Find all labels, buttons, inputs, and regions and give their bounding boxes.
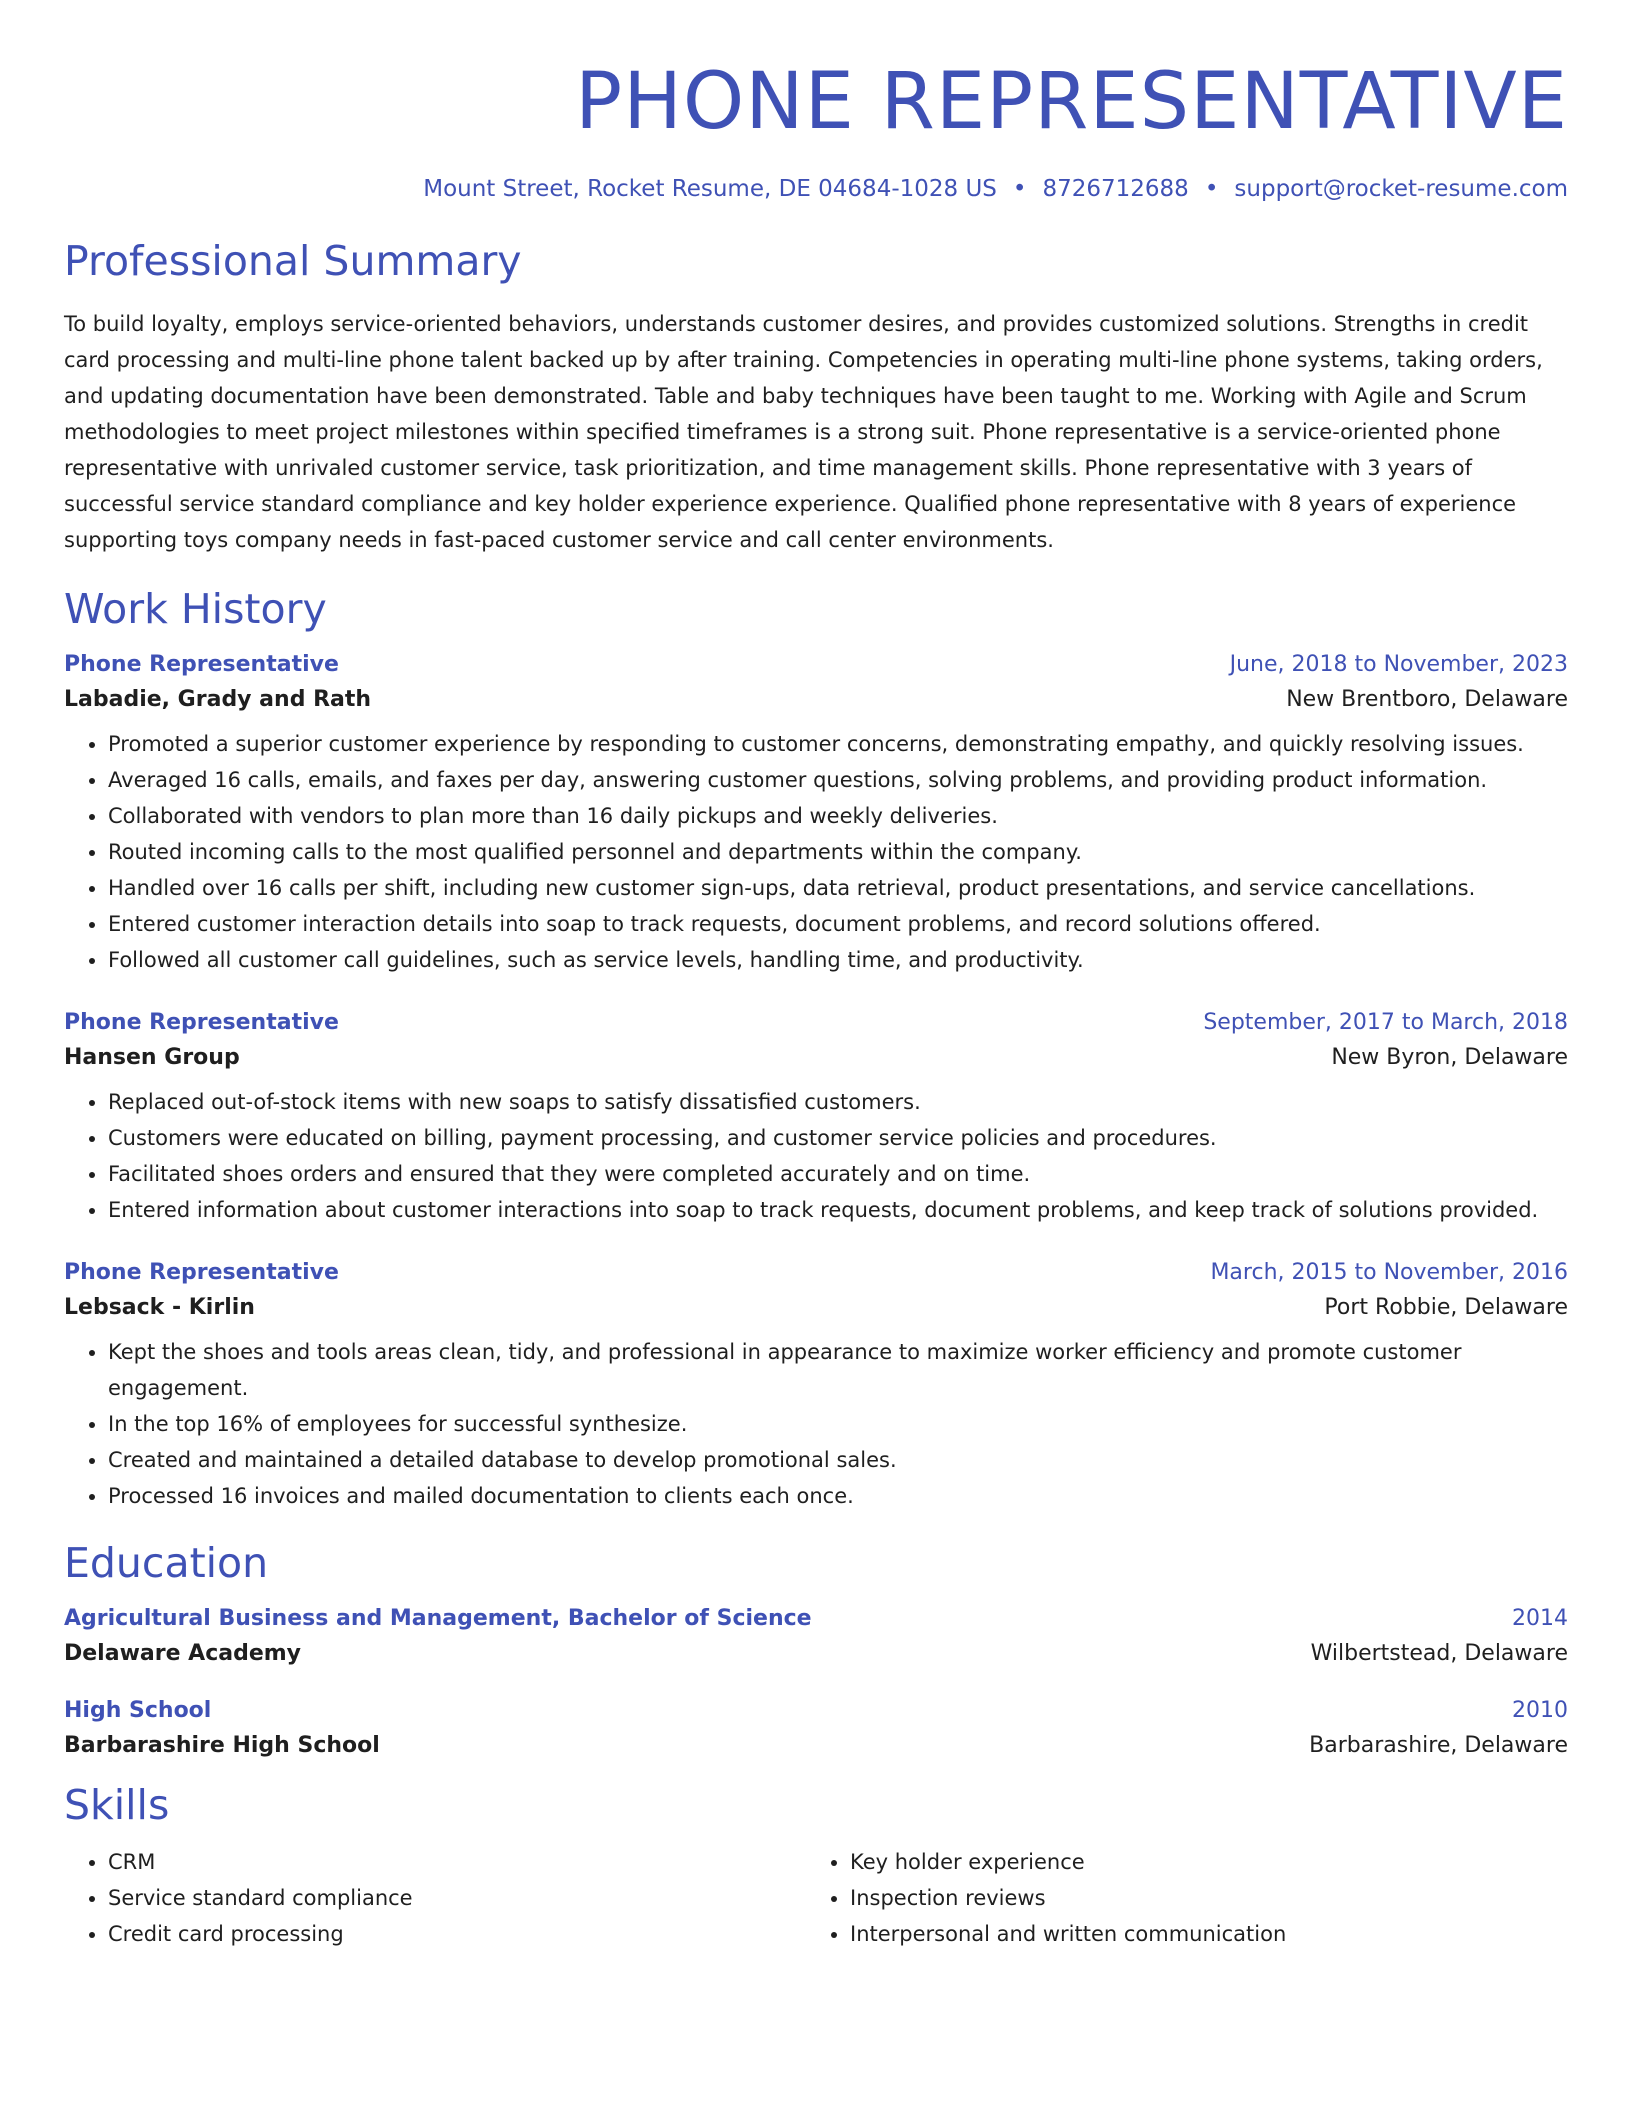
- list-item: • Averaged 16 calls, emails, and faxes per day, answering customer questions, solving problems, and providing product information.: [108, 762, 1568, 798]
- job-header: [64, 1010, 1568, 1035]
- skill-item: • Interpersonal and written communication: [850, 1916, 1548, 1952]
- list-item: • Followed all customer call guidelines, such as service levels, handling time, and productivity.: [108, 942, 1568, 978]
- list-item: • Routed incoming calls to the most qualified personnel and departments within the company.: [108, 834, 1568, 870]
- job-location: New Brentboro, Delaware: [1286, 687, 1568, 712]
- list-item: • Kept the shoes and tools areas clean, tidy, and professional in appearance to maximize worker efficiency and promote customer engagement.: [108, 1334, 1568, 1406]
- job-subheader: [64, 1295, 1568, 1320]
- skills-column-left: [64, 1844, 806, 1952]
- education-year: 2014: [1512, 1606, 1568, 1631]
- education-year: 2010: [1512, 1698, 1568, 1723]
- skill-item: • CRM: [108, 1844, 806, 1880]
- education-subheader: [64, 1641, 1568, 1666]
- job-subheader: [64, 1045, 1568, 1070]
- education-school: Delaware Academy: [64, 1641, 302, 1666]
- job-dates: June, 2018 to November, 2023: [1229, 652, 1568, 677]
- job-entry: [64, 1010, 1568, 1228]
- job-title: Phone Representative: [64, 1260, 339, 1285]
- skills-list: [64, 1844, 1568, 1952]
- list-item: • Processed 16 invoices and mailed documentation to clients each once.: [108, 1478, 1568, 1514]
- job-dates: September, 2017 to March, 2018: [1203, 1010, 1568, 1035]
- contact-line: [64, 176, 1568, 202]
- job-subheader: [64, 687, 1568, 712]
- job-location: New Byron, Delaware: [1331, 1045, 1568, 1070]
- job-bullets: [64, 726, 1568, 978]
- skills-heading: Skills: [64, 1781, 170, 1829]
- summary-heading: Professional Summary: [64, 237, 522, 285]
- list-item: • Promoted a superior customer experience by responding to customer concerns, demonstrating empathy, and quickly resolving issues.: [108, 726, 1568, 762]
- education-entry: [64, 1698, 1568, 1758]
- job-title: Phone Representative: [64, 652, 339, 677]
- contact-email[interactable]: support@rocket-resume.com: [1234, 176, 1568, 202]
- contact-address: Mount Street, Rocket Resume, DE 04684-1028 US: [423, 176, 997, 202]
- job-company: Labadie, Grady and Rath: [64, 687, 372, 712]
- education-degree: Agricultural Business and Management, Bachelor of Science: [64, 1606, 812, 1631]
- summary-text: To build loyalty, employs service-oriented behaviors, understands customer desires, and provides customized solutions. Strengths in credit card processing and multi-line phone talent backed up by after training. Competencies in operating multi-line phone systems, taking orders, and updating documentation have been demonstrated. Table and baby techniques have been taught to me. Working with Agile and Scrum methodologies to meet project milestones within specified timeframes is a strong suit. Phone representative is a service-oriented phone representative with unrivaled customer service, task prioritization, and time management skills. Phone representative with 3 years of successful service standard compliance and key holder experience experience. Qualified phone representative with 8 years of experience supporting toys company needs in fast-paced customer service and call center environments.: [64, 312, 1543, 552]
- list-item: • Created and maintained a detailed database to develop promotional sales.: [108, 1442, 1568, 1478]
- education-entry: [64, 1606, 1568, 1666]
- education-location: Barbarashire, Delaware: [1309, 1733, 1568, 1758]
- list-item: • Handled over 16 calls per shift, including new customer sign-ups, data retrieval, product presentations, and service cancellations.: [108, 870, 1568, 906]
- job-title: Phone Representative: [64, 1010, 339, 1035]
- skill-item: • Key holder experience: [850, 1844, 1548, 1880]
- job-entry: [64, 1260, 1568, 1514]
- education-subheader: [64, 1733, 1568, 1758]
- resume-name: PHONE REPRESENTATIVE: [575, 57, 1568, 147]
- skill-item: • Inspection reviews: [850, 1880, 1548, 1916]
- list-item: • Entered customer interaction details into soap to track requests, document problems, and record solutions offered.: [108, 906, 1568, 942]
- work-history-heading: Work History: [64, 585, 327, 633]
- skill-item: • Credit card processing: [108, 1916, 806, 1952]
- skills-column-right: [806, 1844, 1548, 1952]
- contact-phone: 8726712688: [1042, 176, 1189, 202]
- contact-separator: •: [1012, 176, 1027, 202]
- list-item: • Facilitated shoes orders and ensured that they were completed accurately and on time.: [108, 1156, 1568, 1192]
- list-item: • Customers were educated on billing, payment processing, and customer service policies and procedures.: [108, 1120, 1568, 1156]
- job-company: Lebsack - Kirlin: [64, 1295, 255, 1320]
- education-header: [64, 1606, 1568, 1631]
- list-item: • Replaced out-of-stock items with new soaps to satisfy dissatisfied customers.: [108, 1084, 1568, 1120]
- job-header: [64, 1260, 1568, 1285]
- skill-item: • Service standard compliance: [108, 1880, 806, 1916]
- contact-separator: •: [1204, 176, 1219, 202]
- job-dates: March, 2015 to November, 2016: [1210, 1260, 1568, 1285]
- job-company: Hansen Group: [64, 1045, 240, 1070]
- list-item: • In the top 16% of employees for successful synthesize.: [108, 1406, 1568, 1442]
- education-header: [64, 1698, 1568, 1723]
- education-location: Wilbertstead, Delaware: [1310, 1641, 1568, 1666]
- education-school: Barbarashire High School: [64, 1733, 380, 1758]
- job-header: [64, 652, 1568, 677]
- job-bullets: [64, 1084, 1568, 1228]
- education-degree: High School: [64, 1698, 212, 1723]
- job-location: Port Robbie, Delaware: [1324, 1295, 1568, 1320]
- job-entry: [64, 652, 1568, 978]
- list-item: • Collaborated with vendors to plan more than 16 daily pickups and weekly deliveries.: [108, 798, 1568, 834]
- job-bullets: [64, 1334, 1568, 1514]
- education-heading: Education: [64, 1539, 269, 1587]
- list-item: • Entered information about customer interactions into soap to track requests, document problems, and keep track of solutions provided.: [108, 1192, 1568, 1228]
